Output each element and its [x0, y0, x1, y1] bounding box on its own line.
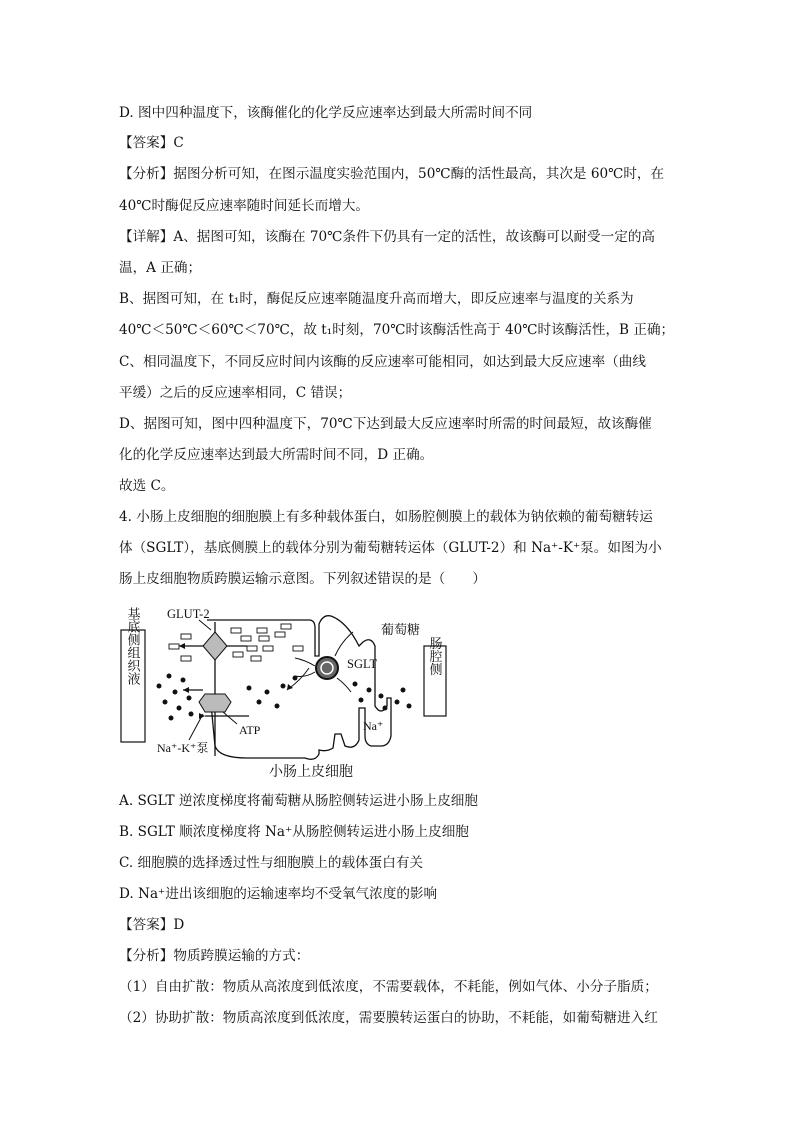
text-line: 40℃时酶促反应速率随时间延长而增大。: [119, 198, 370, 214]
answer-line: 【答案】D: [119, 917, 185, 933]
glut2-label: GLUT-2: [167, 607, 210, 621]
option-b: B. SGLT 顺浓度梯度将 Na⁺从肠腔侧转运进小肠上皮细胞: [119, 824, 469, 840]
sglt-transporter: [316, 657, 338, 679]
text-line: 【分析】据图分析可知，在图示温度实验范围内，50℃酶的活性最高，其次是 60℃时，在: [119, 166, 665, 182]
lumen-side-label: 肠腔侧: [427, 636, 443, 676]
cell-membrane: [207, 616, 391, 760]
atp-label: ATP: [239, 723, 261, 737]
na-k-pump: [199, 694, 231, 712]
glucose-molecules: [169, 624, 303, 661]
sodium-ions: [157, 674, 412, 721]
option-a: A. SGLT 逆浓度梯度将葡萄糖从肠腔侧转运进小肠上皮细胞: [119, 793, 478, 809]
text-line: C、相同温度下，不同反应时间内该酶的反应速率可能相同，如达到最大反应速率（曲线: [119, 354, 646, 370]
text-line: 温，A 正确；: [119, 260, 202, 276]
text-line: 平缓）之后的反应速率相同，C 错误；: [119, 385, 352, 401]
text-line: D. 图中四种温度下，该酶催化的化学反应速率达到最大所需时间不同: [119, 105, 533, 121]
glut2-transporter: [203, 632, 227, 660]
answer-line: 【答案】C: [119, 135, 184, 151]
text-line: D、据图可知，图中四种温度下，70℃下达到最大反应速率时所需的时间最短，故该酶催: [119, 416, 652, 432]
text-line: （2）协助扩散：物质高浓度到低浓度，需要膜转运蛋白的协助，不耗能，如葡萄糖进入红: [119, 1010, 658, 1026]
question-line: 肠上皮细胞物质跨膜运输示意图。下列叙述错误的是（ ）: [119, 571, 487, 587]
glucose-label: 葡萄糖: [381, 622, 421, 637]
sglt-label: SGLT: [347, 657, 378, 671]
text-line: 40℃＜50℃＜60℃＜70℃，故 t₁时刻，70℃时该酶活性高于 40℃时该酶活性，B 正确；: [119, 322, 675, 338]
text-line: 化的化学反应速率达到最大所需时间不同，D 正确。: [119, 447, 434, 463]
cell-label: 小肠上皮细胞: [269, 765, 353, 778]
na-k-pump-label: Na⁺-K⁺泵: [157, 741, 209, 755]
text-line: B、据图可知，在 t₁时，酶促反应速率随温度升高而增大，即反应速率与温度的关系为: [119, 291, 634, 307]
text-line: （1）自由扩散：物质从高浓度到低浓度，不需要载体，不耗能，例如气体、小分子脂质；: [119, 979, 658, 995]
question-line: 体（SGLT），基底侧膜上的载体分别为葡萄糖转运体（GLUT-2）和 Na⁺-K⁺泵。如图为小: [119, 540, 662, 556]
basolateral-fluid-label: 基底侧组织液: [125, 607, 141, 685]
question-line: 4. 小肠上皮细胞的细胞膜上有多种载体蛋白，如肠腔侧膜上的载体为钠依赖的葡萄糖转运: [119, 509, 653, 525]
option-d: D. Na⁺进出该细胞的运输速率均不受氧气浓度的影响: [119, 886, 438, 902]
text-line: 故选 C。: [119, 478, 175, 494]
option-c: C. 细胞膜的选择透过性与细胞膜上的载体蛋白有关: [119, 855, 424, 871]
cell-transport-diagram: [119, 606, 449, 778]
text-line: 【分析】物质跨膜运输的方式：: [119, 948, 310, 964]
text-line: 【详解】A、据图可知，该酶在 70℃条件下仍具有一定的活性，故该酶可以耐受一定的高: [119, 229, 656, 245]
na-ion-label: Na⁺: [363, 719, 384, 733]
